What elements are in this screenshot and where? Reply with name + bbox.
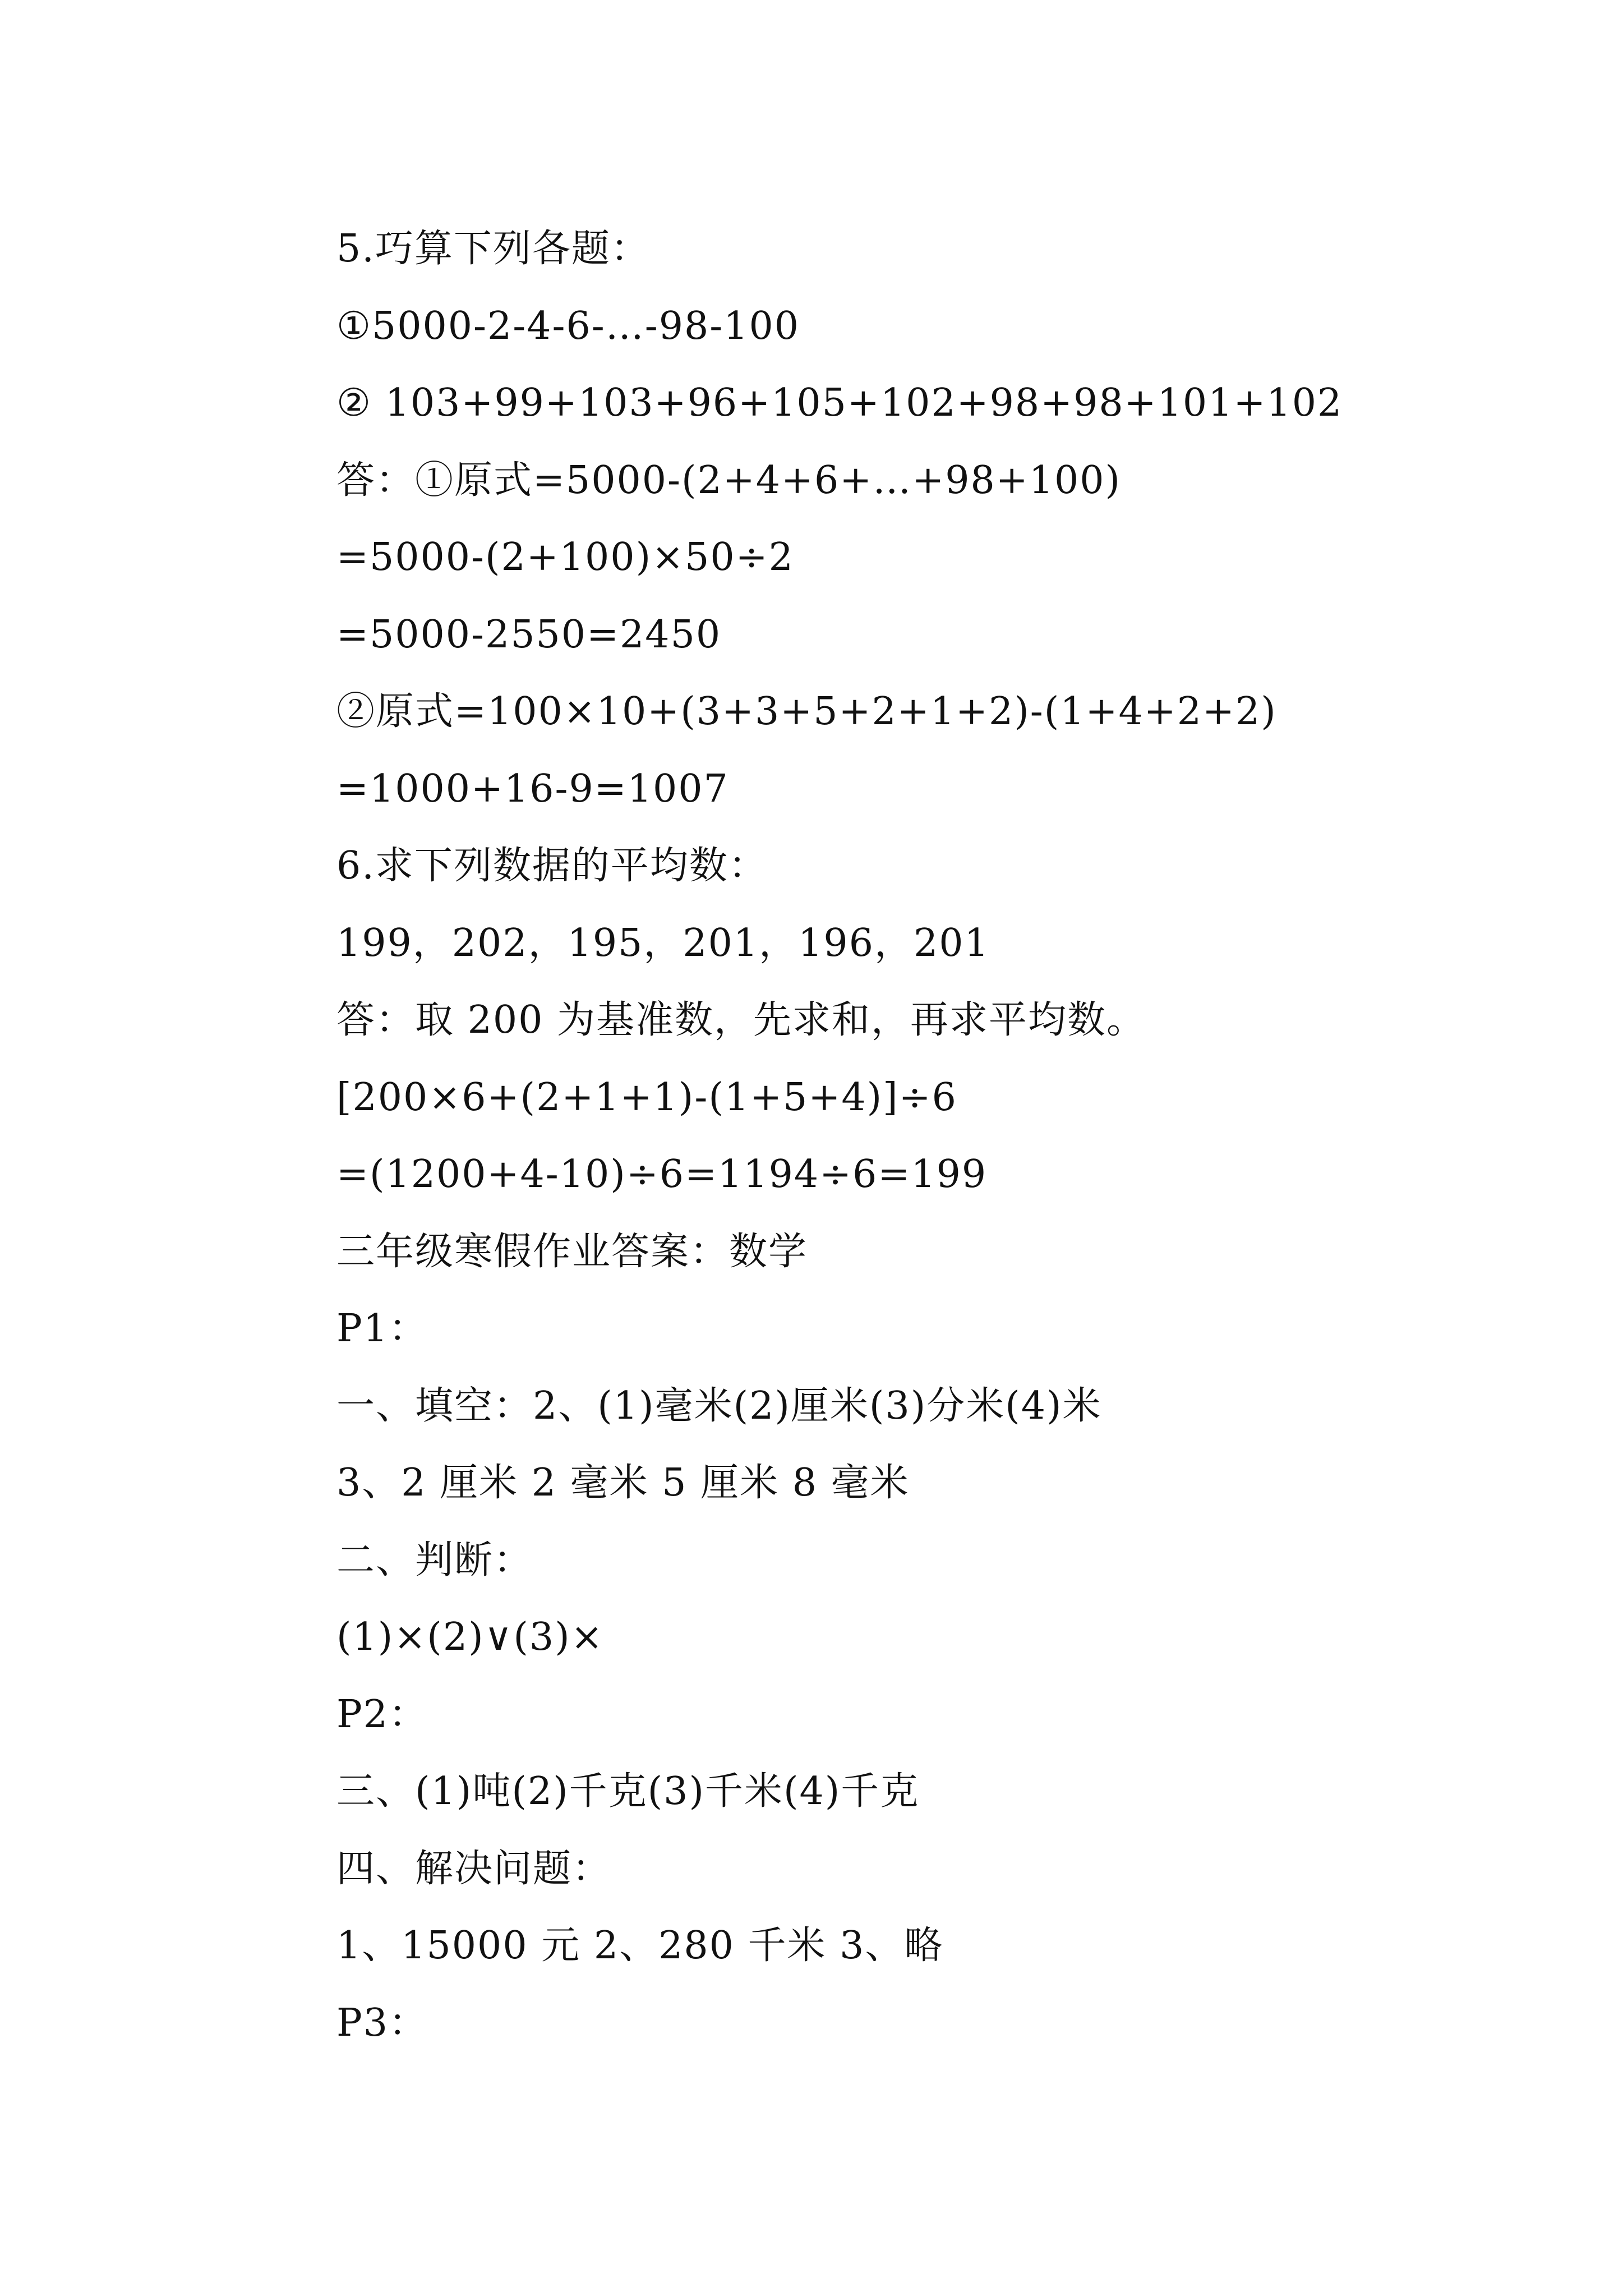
page-label-p1: P1： — [336, 1306, 428, 1351]
p1-fill-blank-3: 3、2 厘米 2 毫米 5 厘米 8 毫米 — [336, 1461, 910, 1505]
document-body — [336, 210, 1514, 2062]
answer-5-step-3: =5000-2550=2450 — [336, 612, 722, 657]
page-label-p3: P3： — [336, 2000, 428, 2045]
p1-fill-blank: 一、填空：2、(1)毫米(2)厘米(3)分米(4)米 — [336, 1383, 1102, 1428]
p1-judge-answers: (1)×(2)∨(3)× — [336, 1615, 604, 1659]
answer-6-intro: 答：取 200 为基准数，先求和，再求平均数。 — [336, 998, 1146, 1042]
answer-6-step-1: [200×6+(2+1+1)-(1+5+4)]÷6 — [336, 1075, 957, 1120]
page-label-p2: P2： — [336, 1692, 428, 1737]
problem-6-heading: 6.求下列数据的平均数： — [336, 844, 768, 888]
p2-problem-answers: 1、15000 元 2、280 千米 3、略 — [336, 1924, 944, 1968]
answer-6-step-2: =(1200+4-10)÷6=1194÷6=199 — [336, 1152, 988, 1197]
problem-5-item-2: ② 103+99+103+96+105+102+98+98+101+102 — [336, 381, 1343, 425]
p1-judge-heading: 二、判断： — [336, 1538, 533, 1582]
p2-units: 三、(1)吨(2)千克(3)千米(4)千克 — [336, 1769, 920, 1814]
problem-5-heading: 5.巧算下列各题： — [336, 227, 650, 271]
section-title: 三年级寒假作业答案：数学 — [336, 1229, 808, 1274]
answer-5-step-1: 答：①原式=5000-(2+4+6+…+98+100) — [336, 458, 1122, 503]
answer-5-step-2: =5000-(2+100)×50÷2 — [336, 535, 794, 579]
p2-problem-heading: 四、解决问题： — [336, 1846, 612, 1891]
problem-6-data: 199，202，195，201，196，201 — [336, 921, 990, 965]
problem-5-item-1: ①5000-2-4-6-…-98-100 — [336, 303, 800, 348]
answer-5-step-5: =1000+16-9=1007 — [336, 766, 729, 811]
answer-5-step-4: ②原式=100×10+(3+3+5+2+1+2)-(1+4+2+2) — [336, 689, 1277, 734]
